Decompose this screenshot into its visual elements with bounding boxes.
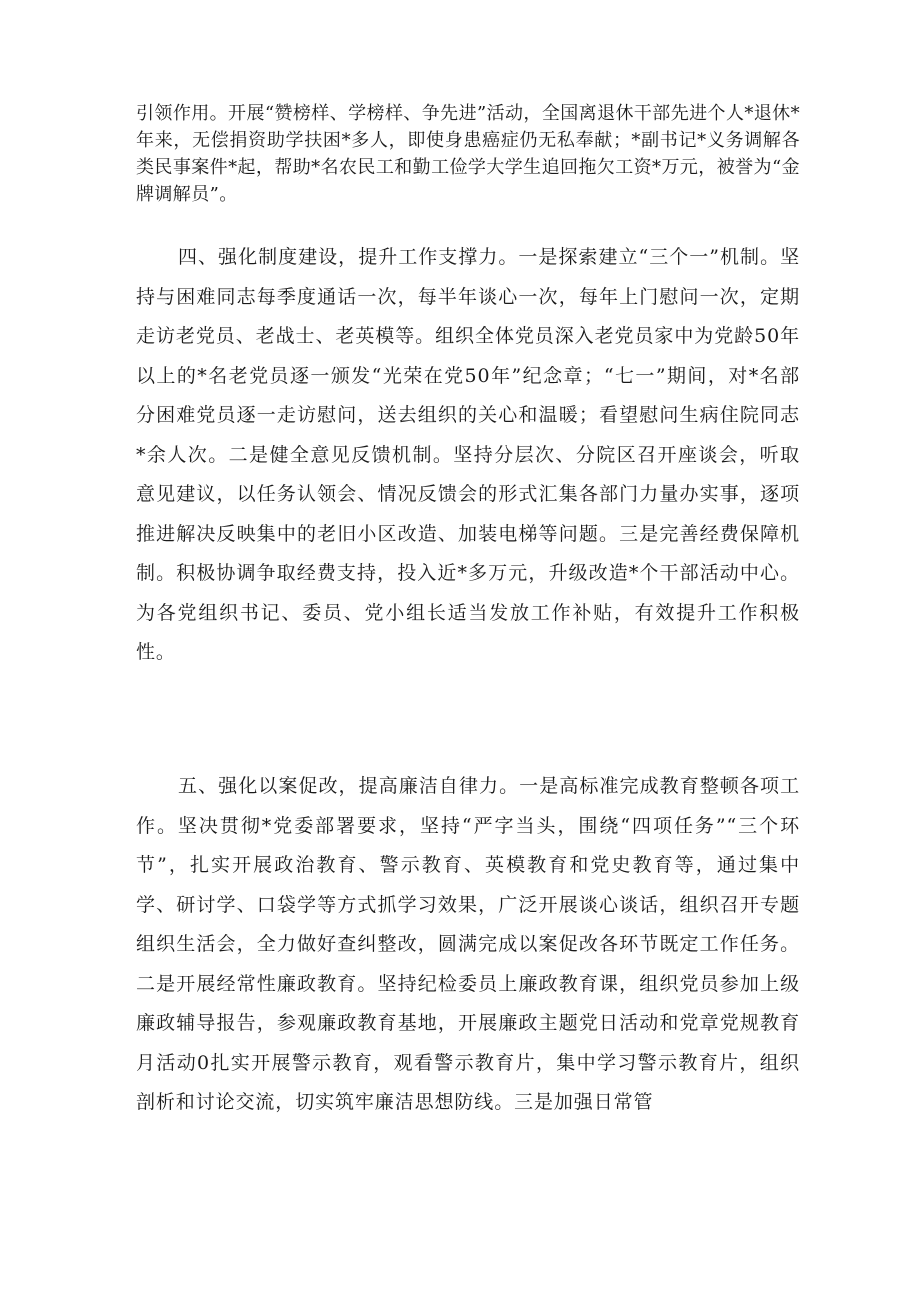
paragraph-section-four-institution-building: 四、强化制度建设，提升工作支撑力。一是探索建立“三个一”机制。坚持与困难同志每季度通话一次，每半年谈心一次，每年上门慰问一次，定期走访老党员、老战士、老英模等。组织全体党员深入老党员家中为党龄50年以上的*名老党员逐一颁发“光荣在党50年”纪念章；“七一”期间，对*名部分困难党员逐一走访慰问，送去组织的关心和温暖；看望慰问生病住院同志*余人次。二是健全意见反馈机制。坚持分层次、分院区召开座谈会，听取意见建议，以任务认领会、情况反馈会的形式汇集各部门力量办实事，逐项推进解决反映集中的老旧小区改造、加装电梯等问题。三是完善经费保障机制。积极协调争取经费支持，投入近*多万元，升级改造*个干部活动中心。为各党组织书记、委员、党小组长适当发放工作补贴，有效提升工作积极性。 bbox=[136, 246, 800, 663]
paragraph-role-models: 引领作用。开展“赞榜样、学榜样、争先进”活动，全国离退休干部先进个人*退休*年来，无偿捐资助学扶困*多人，即使身患癌症仍无私奉献；*副书记*义务调解各类民事案件*起，帮助*名农民工和勤工俭学大学生追回拖欠工资*万元，被誉为“金牌调解员”。 bbox=[136, 103, 800, 205]
paragraph-section-five-case-reform: 五、强化以案促改，提高廉洁自律力。一是高标准完成教育整顿各项工作。坚决贯彻*党委部署要求，坚持“严字当头，围绕“四项任务”“三个环节”，扎实开展政治教育、警示教育、英模教育和党史教育等，通过集中学、研讨学、口袋学等方式抓学习效果，广泛开展谈心谈话，组织召开专题组织生活会，全力做好查纠整改，圆满完成以案促改各环节既定工作任务。二是开展经常性廉政教育。坚持纪检委员上廉政教育课，组织党员参加上级廉政辅导报告，参观廉政教育基地，开展廉政主题党日活动和党章党规教育月活动0扎实开展警示教育，观看警示教育片，集中学习警示教育片，组织剖析和讨论交流，切实筑牢廉洁思想防线。三是加强日常管 bbox=[136, 775, 800, 1113]
